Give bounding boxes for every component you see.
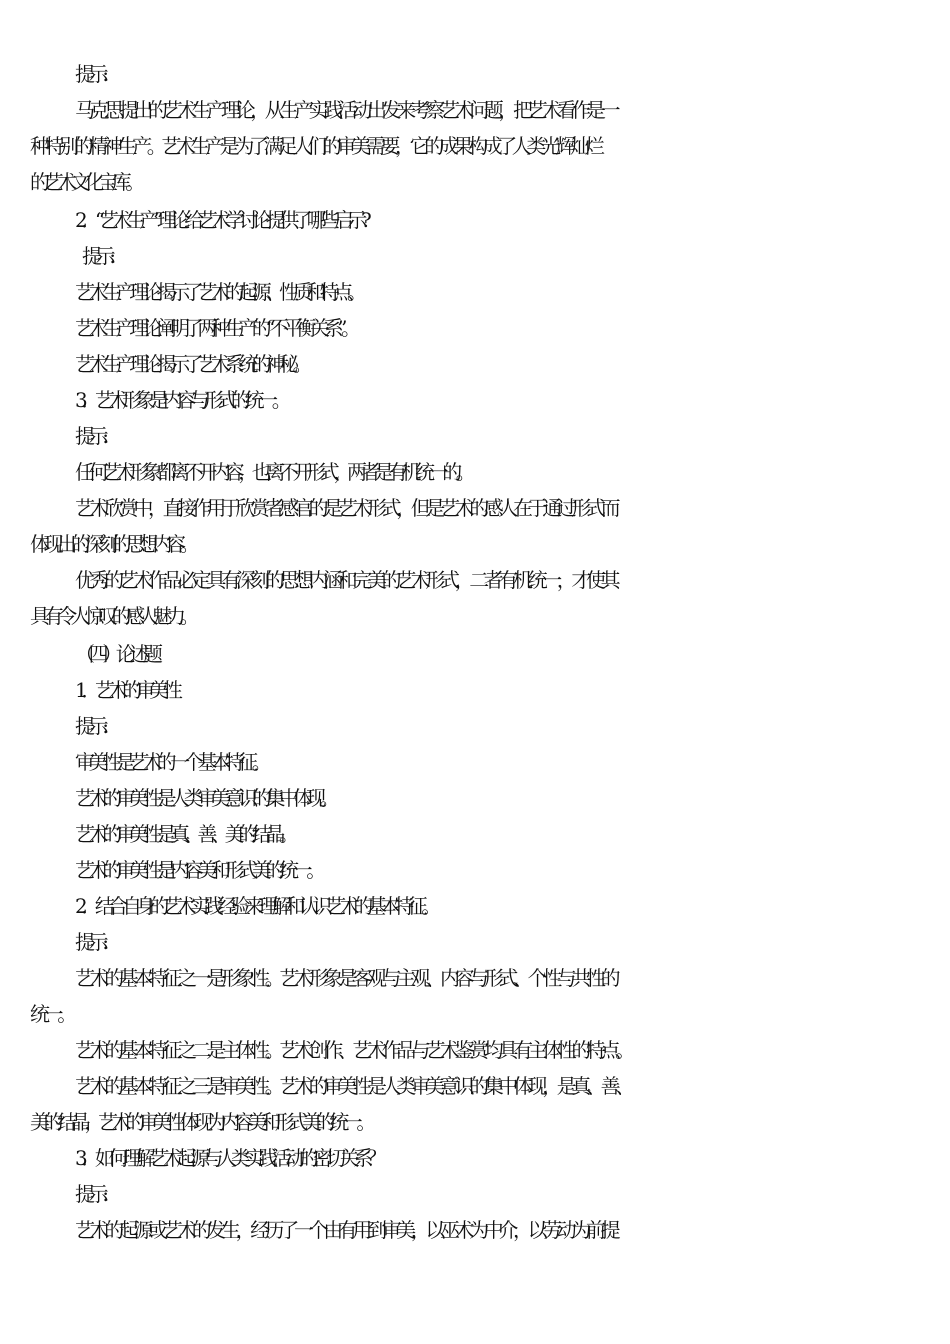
paragraph-line: 的艺术文化宝库。 — [30, 170, 139, 194]
question-heading: 3．如何理解艺术起源与人类实践活动的密切关系？ — [75, 1146, 381, 1170]
hint-label: 提示: — [82, 244, 110, 268]
paragraph-line: 艺术生产理论阐明了两种生产的“不平衡关系”。 — [75, 316, 355, 340]
paragraph-line: 艺术的基本特征之二是主体性。艺术创作、艺术作品与艺术鉴赏均具有主体性的特点。 — [75, 1038, 630, 1062]
paragraph-line: 艺术的起源或艺术的发生，经历了一个由有用到审美，以巫术为中介，以劳动为前提 — [75, 1218, 616, 1242]
paragraph-line: 艺术的基本特征之三是审美性。艺术的审美性是人类审美意识的集中体现，是真、善、 — [75, 1074, 630, 1098]
hint-label: 提示: — [75, 1182, 103, 1206]
section-heading: （四）论述题 — [75, 642, 157, 666]
paragraph-line: 艺术欣赏中，直接作用于欣赏者感官的是艺术形式，但是艺术的感人在于通过形式而 — [75, 496, 616, 520]
paragraph-line: 美的结晶，艺术的审美性体现为内容美和形式美的统一。 — [30, 1110, 370, 1134]
paragraph-line: 具有令人惊叹的感人魅力。 — [30, 604, 194, 628]
paragraph-line: 马克思提出的艺术生产理论，从生产实践活动出发来考察艺术问题，把艺术看作是一 — [75, 98, 616, 122]
paragraph-line: 艺术的审美性是内容美和形式美的统一。 — [75, 858, 320, 882]
question-heading: 2．“艺术生产”理论给艺术学讨论提供了哪些启示? — [75, 208, 366, 232]
paragraph-line: 优秀的艺术作品必定具有深刻的思想内涵和完美的艺术形式，二者有机统一，才使其 — [75, 568, 616, 592]
paragraph-line: 种特别的精神生产。艺术生产是为了满足人们的审美需要，它的成果构成了人类光辉灿烂 — [30, 134, 600, 158]
paragraph-line: 审美性是艺术的一个基本特征。 — [75, 750, 266, 774]
paragraph-line: 艺术生产理论揭示了艺术系统的神秘。 — [75, 352, 307, 376]
hint-label: 提示: — [75, 62, 103, 86]
hint-label: 提示: — [75, 930, 103, 954]
paragraph-line: 艺术的基本特征之一是形象性。艺术形象是客观与主观、内容与形式、个性与共性的 — [75, 966, 616, 990]
paragraph-line: 统一。 — [30, 1002, 71, 1026]
hint-label: 提示: — [75, 424, 103, 448]
paragraph-line: 艺术生产理论揭示了艺术的起源、性质和特点。 — [75, 280, 361, 304]
paragraph-line: 任何艺术形象都离不开内容，也离不开形式，两者是有机统一的。 — [75, 460, 470, 484]
hint-label: 提示: — [75, 714, 103, 738]
paragraph-line: 艺术的审美性是人类审美意识的集中体现。 — [75, 786, 334, 810]
question-heading: 2．结合自身的艺术实践经验来理解和认识艺术的基本特征。 — [75, 894, 435, 918]
paragraph-line: 体现出的深刻的思想内容。 — [30, 532, 194, 556]
question-heading: 3．艺术形象是内容与形式的统一。 — [75, 388, 286, 412]
paragraph-line: 艺术的审美性是真、善、美的结晶。 — [75, 822, 293, 846]
question-heading: 1． 艺术的审美性 — [75, 678, 177, 702]
